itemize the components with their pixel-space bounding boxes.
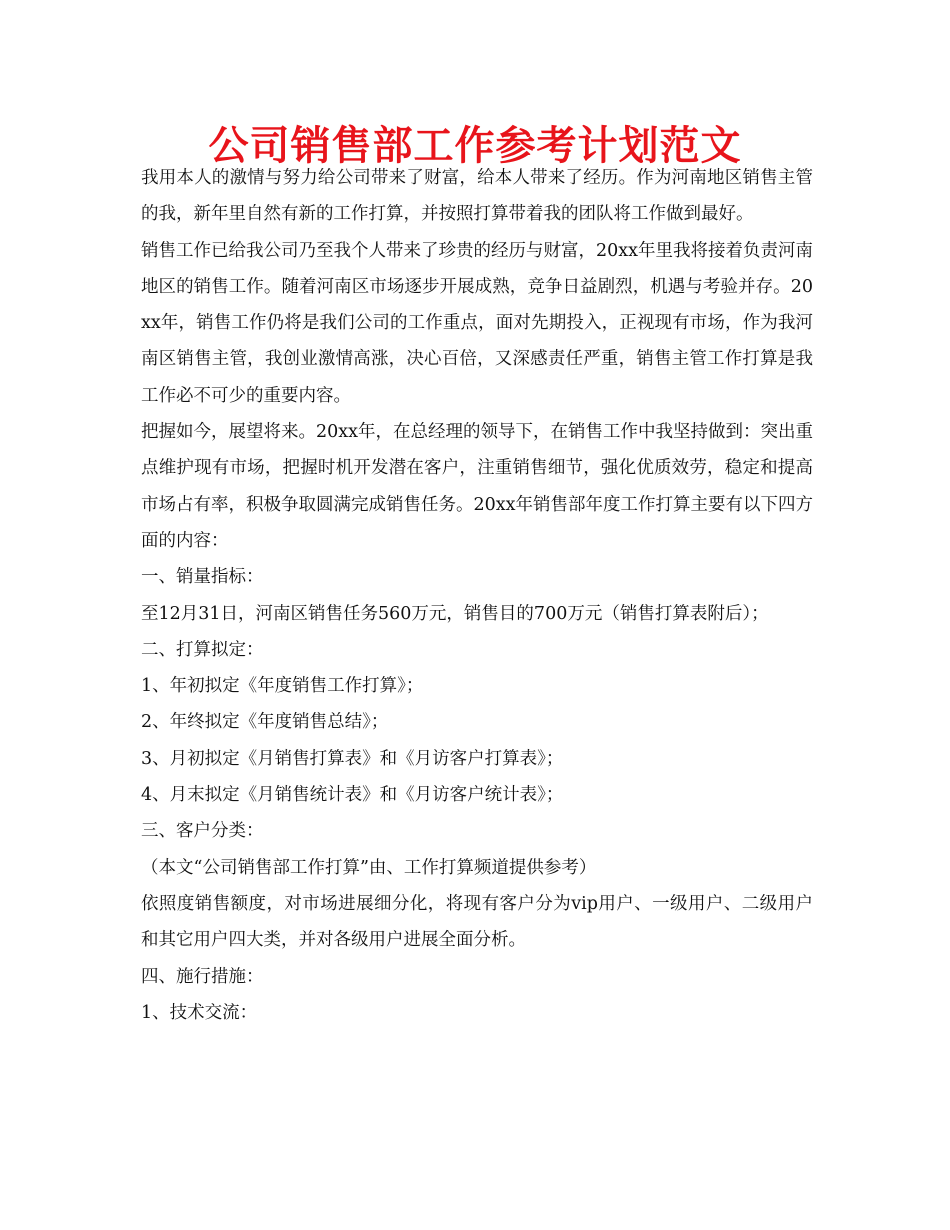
- section-heading-plan-drafting: 二、打算拟定：: [141, 639, 264, 660]
- document-body: [141, 160, 813, 1031]
- paragraph-source-note: （本文“公司销售部工作打算”由、工作打算频道提供参考）: [141, 857, 597, 878]
- paragraph-customer-classification: 依照度销售额度，对市场进展细分化，将现有客户分为vip用户、一级用户、二级用户和其它用户四大类，并对各级用户进展全面分析。: [141, 893, 813, 951]
- list-item: 1、年初拟定《年度销售工作打算》；: [141, 676, 424, 697]
- list-item: 2、年终拟定《年度销售总结》；: [141, 712, 389, 733]
- document-title: 公司销售部工作参考计划范文: [208, 123, 742, 169]
- section-heading-measures: 四、施行措施：: [141, 966, 264, 987]
- section-heading-sales-target: 一、销量指标：: [141, 567, 264, 588]
- list-item: 1、技术交流：: [141, 1002, 258, 1023]
- list-item: 3、月初拟定《月销售打算表》和《月访客户打算表》；: [141, 748, 564, 769]
- paragraph-intro: 我用本人的激情与努力给公司带来了财富，给本人带来了经历。作为河南地区销售主管的我，新年里自然有新的工作打算，并按照打算带着我的团队将工作做到最好。: [141, 168, 813, 225]
- paragraph-sales-target: 至12月31日，河南区销售任务560万元，销售目的700万元（销售打算表附后）；: [141, 603, 769, 624]
- list-item: 4、月末拟定《月销售统计表》和《月访客户统计表》；: [141, 785, 564, 806]
- paragraph-outlook: 把握如今，展望将来。20xx年，在总经理的领导下，在销售工作中我坚持做到：突出重点维护现有市场，把握时机开发潜在客户，注重销售细节，强化优质效劳，稳定和提高市场占有率，积极争取圆满完成销售任务。20xx年销售部年度工作打算主要有以下四方面的内容：: [141, 422, 814, 551]
- section-heading-customer-classification: 三、客户分类：: [141, 821, 264, 842]
- paragraph-sales-work: 销售工作已给我公司乃至我个人带来了珍贵的经历与财富，20xx年里我将接着负责河南地区的销售工作。随着河南区市场逐步开展成熟，竞争日益剧烈，机遇与考验并存。20xx年，销售工作仍将是我们公司的工作重点，面对先期投入，正视现有市场，作为我河南区销售主管，我创业激情高涨，决心百倍，又深感责任严重，销售主管工作打算是我工作必不可少的重要内容。: [141, 240, 814, 406]
